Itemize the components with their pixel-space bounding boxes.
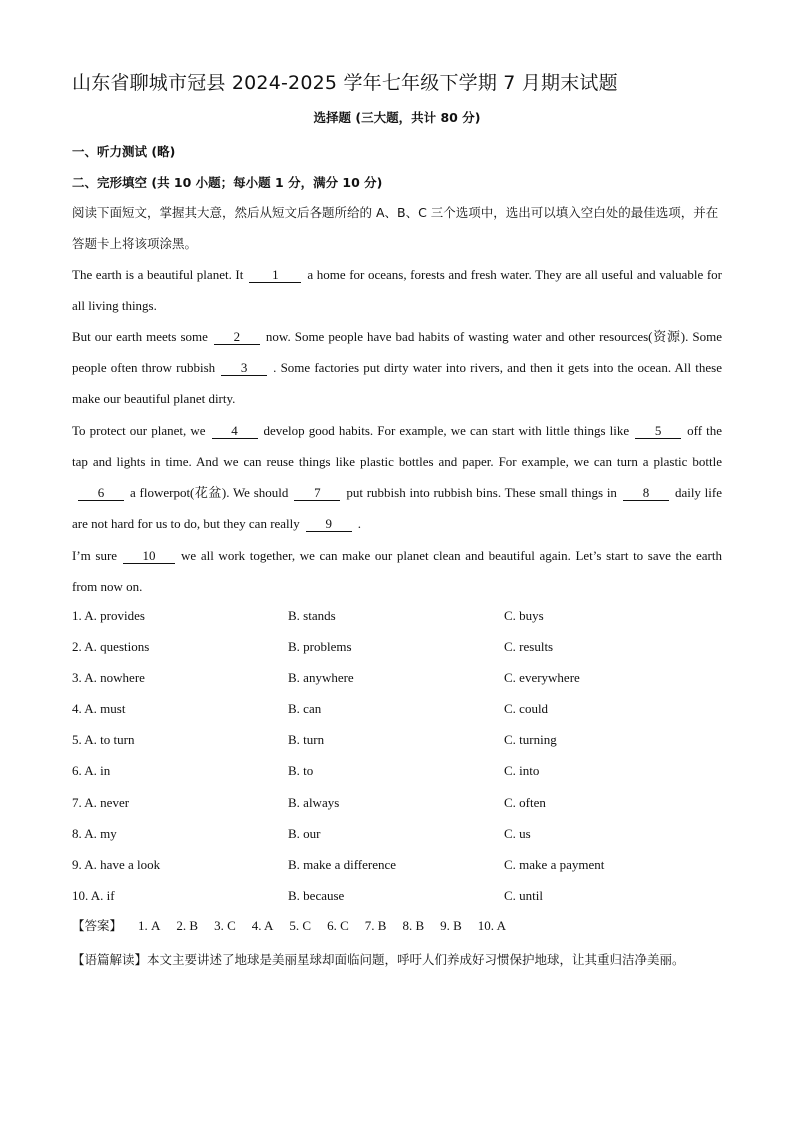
option-a: 9. A. have a look xyxy=(72,856,161,872)
passage-text: . xyxy=(357,516,362,531)
answer-item: 1. A xyxy=(138,918,161,933)
blank-9: 9 xyxy=(306,516,352,532)
question-row xyxy=(72,664,752,695)
passage-text: a flowerpot(花盆). We should xyxy=(130,485,289,500)
blank-8: 8 xyxy=(623,485,669,501)
option-b: B. our xyxy=(288,825,321,841)
option-a: 10. A. if xyxy=(72,887,115,903)
option-a: 6. A. in xyxy=(72,763,111,779)
option-b: B. problems xyxy=(288,639,352,655)
explanation-label: 【语篇解读】 xyxy=(72,952,148,967)
passage-paragraph-3 xyxy=(72,415,722,539)
answer-item: 7. B xyxy=(364,918,387,933)
passage-text: off the tap and lights in time. And we can reuse things like plastic bottles and paper. For example, we can turn a plastic bottle xyxy=(72,423,722,469)
answer-key xyxy=(72,916,752,934)
option-a: 7. A. never xyxy=(72,794,130,810)
question-row xyxy=(72,602,752,633)
section-listening-heading: 一、听力测试 (略) xyxy=(72,144,176,159)
question-row xyxy=(72,633,752,664)
question-row xyxy=(72,695,752,726)
passage-text: develop good habits. For example, we can start with little things like xyxy=(263,423,630,438)
blank-7: 7 xyxy=(294,485,340,501)
blank-5: 5 xyxy=(635,423,681,439)
option-b: B. because xyxy=(288,887,345,903)
option-c: C. until xyxy=(504,887,544,903)
passage-text: I’m sure xyxy=(72,548,118,563)
answer-item: 8. B xyxy=(402,918,425,933)
blank-3: 3 xyxy=(221,360,267,376)
option-c: C. into xyxy=(504,763,540,779)
option-c: C. make a payment xyxy=(504,856,605,872)
option-a: 8. A. my xyxy=(72,825,117,841)
option-a: 4. A. must xyxy=(72,701,126,717)
blank-10: 10 xyxy=(123,548,175,564)
option-b: B. anywhere xyxy=(288,670,354,686)
answer-item: 5. C xyxy=(289,918,312,933)
passage-paragraph-1 xyxy=(72,259,722,321)
option-c: C. results xyxy=(504,639,554,655)
passage-text: a home for oceans, forests and fresh water. They are all useful and valuable for all living things. xyxy=(72,267,722,313)
section-subtitle: 选择题 (三大题，共计 80 分) xyxy=(313,110,481,125)
option-b: B. stands xyxy=(288,608,336,623)
blank-4: 4 xyxy=(212,423,258,439)
instruction-text: 阅读下面短文，掌握其大意，然后从短文后各题所给的 A、B、C 三个选项中，选出可以填入空白处的最佳选项，并在答题卡上将该项涂黑。 xyxy=(72,205,719,251)
question-row xyxy=(72,882,752,913)
question-options xyxy=(72,602,752,913)
blank-2: 2 xyxy=(214,329,260,345)
passage-text: now. Some people have bad habits of wasting water and other resources(资源). Some people often throw rubbish xyxy=(72,329,722,375)
answer-item: 10. A xyxy=(477,918,506,933)
passage-text: . Some factories put dirty water into rivers, and then it gets into the ocean. All these make our beautiful planet dirty. xyxy=(72,360,722,406)
option-c: C. us xyxy=(504,825,531,841)
answer-item: 2. B xyxy=(176,918,199,933)
option-b: B. make a difference xyxy=(288,856,397,872)
passage-paragraph-2 xyxy=(72,321,722,414)
option-a: 5. A. to turn xyxy=(72,732,135,748)
option-c: C. everywhere xyxy=(504,670,580,686)
option-a: 1. A. provides xyxy=(72,608,145,623)
answer-item: 9. B xyxy=(440,918,462,933)
option-b: B. always xyxy=(288,794,340,810)
question-row xyxy=(72,820,752,851)
passage-text: put rubbish into rubbish bins. These small things in xyxy=(346,485,617,500)
passage-paragraph-4 xyxy=(72,540,722,602)
blank-6: 6 xyxy=(78,485,124,501)
question-row xyxy=(72,789,752,820)
passage-text: daily life are not hard for us to do, but they can really xyxy=(72,485,722,531)
passage-text: But our earth meets some xyxy=(72,329,208,344)
section-cloze-heading: 二、完形填空 (共 10 小题；每小题 1 分，满分 10 分) xyxy=(72,175,383,190)
answer-item: 4. A xyxy=(251,918,274,933)
passage-text: To protect our planet, we xyxy=(72,423,206,438)
answer-item: 6. C xyxy=(327,918,349,933)
question-row xyxy=(72,851,752,882)
page-title: 山东省聊城市冠县 2024-2025 学年七年级下学期 7 月期末试题 xyxy=(72,72,618,94)
option-a: 2. A. questions xyxy=(72,639,150,655)
option-b: B. to xyxy=(288,763,314,779)
option-b: B. can xyxy=(288,701,322,717)
blank-1: 1 xyxy=(249,267,301,283)
passage-explanation xyxy=(72,944,722,975)
passage-text: The earth is a beautiful planet. It xyxy=(72,267,244,282)
option-c: C. often xyxy=(504,794,546,810)
answer-item: 3. C xyxy=(214,918,236,933)
question-row xyxy=(72,757,752,788)
option-a: 3. A. nowhere xyxy=(72,670,145,686)
question-row xyxy=(72,726,752,757)
passage-text: we all work together, we can make our planet clean and beautiful again. Let’s start to save the earth from now on. xyxy=(72,548,722,594)
option-c: C. turning xyxy=(504,732,557,748)
option-c: C. could xyxy=(504,701,549,717)
explanation-text: 本文主要讲述了地球是美丽星球却面临问题，呼吁人们养成好习惯保护地球，让其重归洁净美丽。 xyxy=(147,952,685,967)
option-c: C. buys xyxy=(504,608,544,623)
option-b: B. turn xyxy=(288,732,325,748)
answer-label: 【答案】 xyxy=(72,918,123,933)
